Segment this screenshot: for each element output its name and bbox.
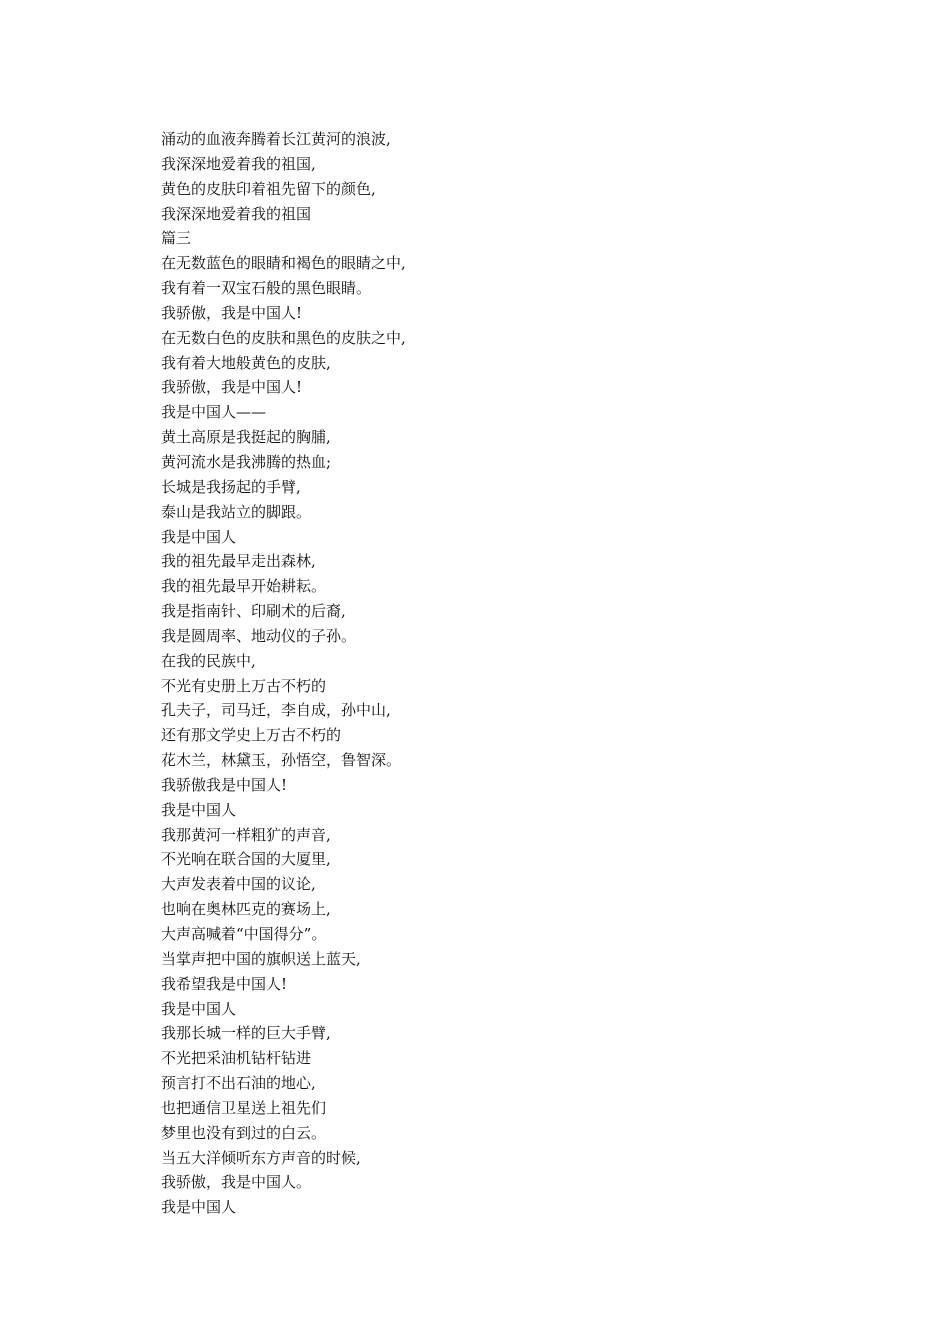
text-line: 我有着大地般黄色的皮肤,: [161, 353, 331, 372]
text-line: 我是中国人: [161, 1198, 237, 1217]
text-line: 我是中国人: [161, 527, 237, 546]
text-line: 我骄傲，我是中国人。: [161, 1173, 312, 1192]
text-line: 我是中国人: [161, 999, 237, 1018]
text-line: 也响在奥林匹克的赛场上,: [161, 900, 331, 919]
text-line: 梦里也没有到过的白云。: [161, 1123, 327, 1142]
text-line: 花木兰，林黛玉，孙悟空，鲁智深。: [161, 751, 402, 770]
text-line: 我的祖先最早走出森林,: [161, 552, 316, 571]
text-line: 涌动的血液奔腾着长江黄河的浪波,: [161, 130, 391, 148]
text-line: 当五大洋倾听东方声音的时候,: [161, 1148, 361, 1167]
text-line: 黄色的皮肤印着祖先留下的颜色,: [161, 179, 376, 198]
text-line: 我骄傲，我是中国人!: [161, 303, 303, 322]
text-line: 黄土高原是我挺起的胸脯,: [161, 428, 331, 447]
text-line: 泰山是我站立的脚跟。: [161, 502, 312, 521]
text-line: 我有着一双宝石般的黑色眼睛。: [161, 279, 372, 298]
text-line: 预言打不出石油的地心,: [161, 1074, 316, 1093]
text-line: 我那黄河一样粗犷的声音,: [161, 825, 331, 844]
text-line: 我希望我是中国人!: [161, 974, 288, 993]
text-line: 孔夫子，司马迁，李自成，孙中山,: [161, 701, 391, 720]
text-line: 长城是我扬起的手臂,: [161, 477, 301, 496]
text-line: 我那长城一样的巨大手臂,: [161, 1024, 331, 1043]
text-line: 我深深地爱着我的祖国,: [161, 154, 316, 173]
text-line: 我是中国人——: [161, 403, 267, 422]
text-line: 不光把采油机钻杆钻进: [161, 1049, 312, 1068]
text-line: 我的祖先最早开始耕耘。: [161, 577, 327, 596]
text-line: 在我的民族中,: [161, 651, 256, 670]
text-line: 我是指南针、印刷术的后裔,: [161, 602, 346, 621]
text-line: 大声高喊着“中国得分”。: [161, 925, 327, 943]
text-line: 还有那文学史上万古不朽的: [161, 726, 342, 745]
text-line: 不光有史册上万古不朽的: [161, 676, 327, 695]
text-line: 我骄傲我是中国人!: [161, 775, 288, 794]
text-line: 在无数白色的皮肤和黑色的皮肤之中,: [161, 328, 406, 347]
text-line: 我深深地爱着我的祖国: [161, 204, 312, 223]
poem-text: [161, 127, 861, 1220]
text-line: 不光响在联合国的大厦里,: [161, 850, 331, 869]
text-line: 我骄傲，我是中国人!: [161, 378, 303, 397]
text-line: 我是中国人: [161, 800, 237, 819]
text-line: 当掌声把中国的旗帜送上蓝天,: [161, 949, 361, 968]
text-line: 黄河流水是我沸腾的热血;: [161, 452, 332, 471]
section-heading: 篇三: [161, 229, 192, 248]
text-line: 在无数蓝色的眼睛和褐色的眼睛之中,: [161, 254, 406, 273]
text-line: 大声发表着中国的议论,: [161, 875, 316, 894]
text-line: 也把通信卫星送上祖先们: [161, 1098, 327, 1117]
text-line: 我是圆周率、地动仪的子孙。: [161, 626, 357, 645]
